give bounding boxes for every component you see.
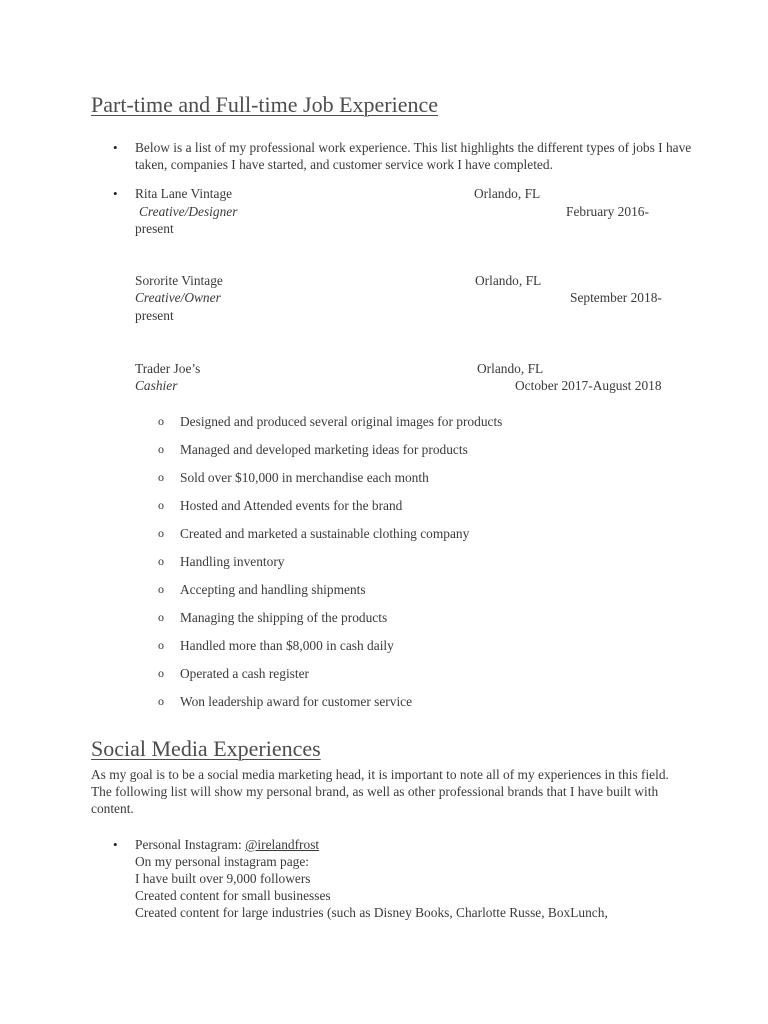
instagram-label: Personal Instagram: <box>135 837 246 852</box>
sub-bullet-glyph: o <box>158 610 164 624</box>
section-heading-social-media: Social Media Experiences <box>91 736 321 761</box>
sub-bullet-glyph: o <box>158 582 164 596</box>
sub-bullet-glyph: o <box>158 442 164 456</box>
sub-bullet-glyph: o <box>158 526 164 540</box>
list-item: Won leadership award for customer service <box>180 694 413 709</box>
social-line: I have built over 9,000 followers <box>135 871 311 886</box>
job-location: Orlando, FL <box>475 273 542 288</box>
job-role: Cashier <box>135 378 178 393</box>
job-company: Sororite Vintage <box>135 273 223 288</box>
job-dates: September 2018- <box>570 290 662 305</box>
job-dates: February 2016- <box>566 204 649 219</box>
section-heading-job-experience: Part-time and Full-time Job Experience <box>91 92 439 117</box>
list-item: Handling inventory <box>180 554 285 569</box>
sub-bullet-glyph: o <box>158 638 164 652</box>
sub-bullet-glyph: o <box>158 554 164 568</box>
sub-bullet-glyph: o <box>158 414 164 428</box>
job-role: Creative/Designer <box>139 204 238 219</box>
job-dates-continued: present <box>135 221 174 236</box>
list-item: Designed and produced several original images for products <box>180 414 503 429</box>
list-item: Accepting and handling shipments <box>180 582 366 597</box>
list-item: Managed and developed marketing ideas for products <box>180 442 468 457</box>
job-role: Creative/Owner <box>135 290 221 305</box>
instagram-handle-link[interactable]: @irelandfrost <box>245 837 320 852</box>
social-media-intro: As my goal is to be a social media marketing head, it is important to note all of my experiences in this field. The following list will show my personal brand, as well as other professional brands that I have built with content. <box>91 767 669 816</box>
sub-bullet-glyph: o <box>158 498 164 512</box>
list-item: Handled more than $8,000 in cash daily <box>180 638 394 653</box>
social-line: Created content for small businesses <box>135 888 331 903</box>
job-location: Orlando, FL <box>477 361 544 376</box>
bullet-glyph: • <box>113 186 118 201</box>
list-item: Sold over $10,000 in merchandise each month <box>180 470 429 485</box>
bullet-glyph: • <box>113 140 118 155</box>
list-item: Hosted and Attended events for the brand <box>180 498 403 513</box>
list-item: Managing the shipping of the products <box>180 610 388 625</box>
sub-bullet-glyph: o <box>158 666 164 680</box>
sub-bullet-glyph: o <box>158 470 164 484</box>
social-line: Created content for large industries (such as Disney Books, Charlotte Russe, BoxLunch, <box>135 905 608 920</box>
list-item: Created and marketed a sustainable clothing company <box>180 526 470 541</box>
job-dates-continued: present <box>135 308 174 323</box>
job-experience-intro: Below is a list of my professional work experience. This list highlights the different types of jobs I have taken, companies I have started, and customer service work I have completed. <box>135 140 692 172</box>
list-item: Operated a cash register <box>180 666 310 681</box>
sub-bullet-glyph: o <box>158 694 164 708</box>
job-company: Trader Joe’s <box>135 361 201 376</box>
job-dates: October 2017-August 2018 <box>515 378 662 393</box>
job-company: Rita Lane Vintage <box>135 186 233 201</box>
bullet-glyph: • <box>113 837 118 852</box>
job-location: Orlando, FL <box>474 186 541 201</box>
instagram-entry <box>135 836 319 853</box>
social-line: On my personal instagram page: <box>135 854 310 869</box>
